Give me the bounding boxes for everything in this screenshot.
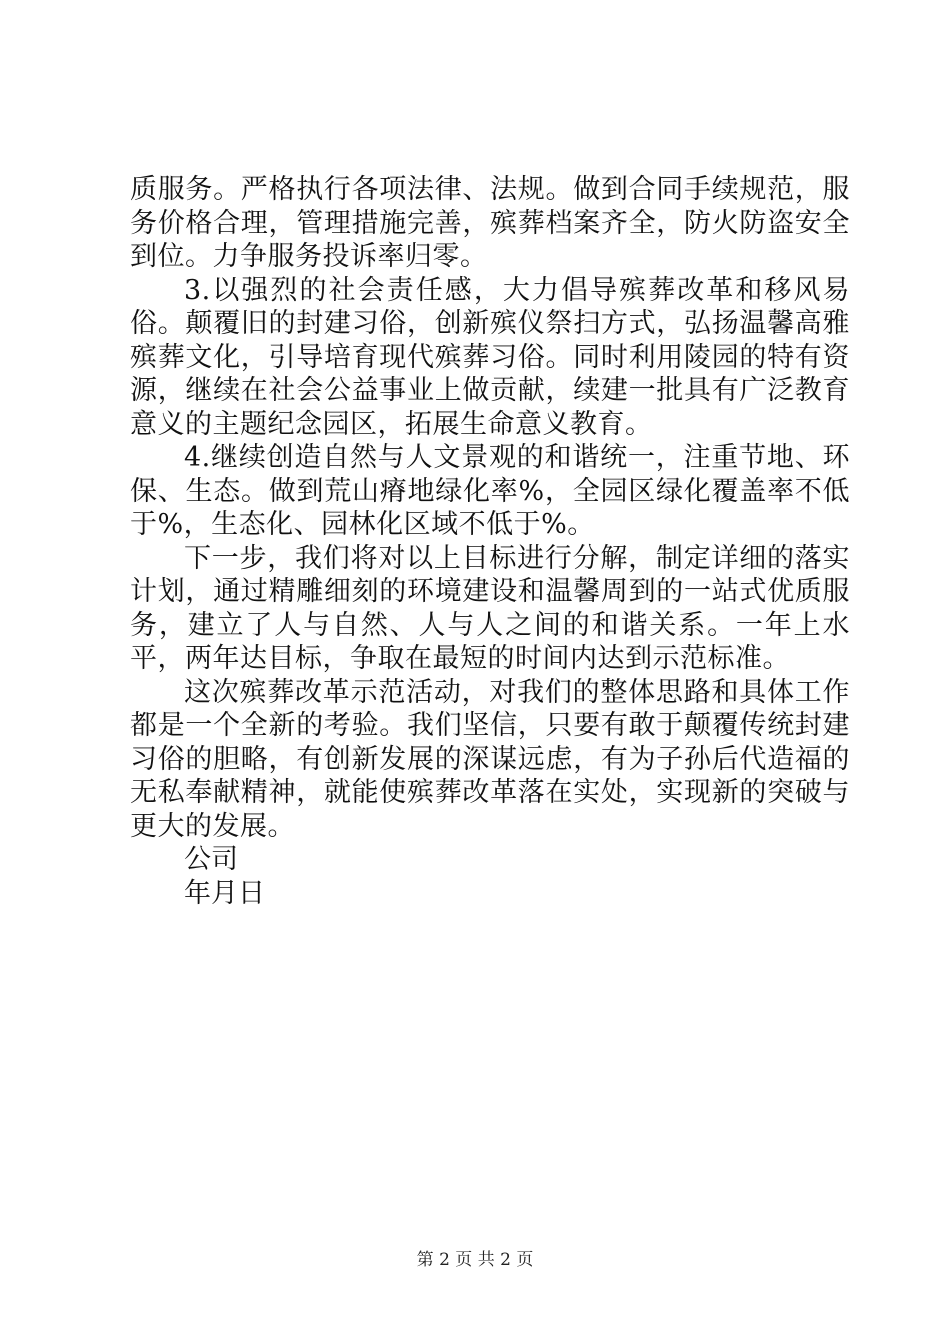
paragraph-4: 下一步，我们将对以上目标进行分解，制定详细的落实计划，通过精雕细刻的环境建设和温馨周到的一站式优质服务，建立了人与自然、人与人之间的和谐关系。一年上水平，两年达目标，争取在最短的时间内达到示范标准。 [130,542,850,674]
paragraph-1: 质服务。严格执行各项法律、法规。做到合同手续规范，服务价格合理，管理措施完善，殡葬档案齐全，防火防盗安全到位。力争服务投诉率归零。 [130,174,850,272]
signature-date: 年月日 [184,877,265,909]
signature-company: 公司 [184,844,238,875]
page-footer [0,1245,950,1270]
page-number: 第 2 页 共 2 页 [416,1250,534,1270]
paragraph-5: 这次殡葬改革示范活动，对我们的整体思路和具体工作都是一个全新的考验。我们坚信，只要有敢于颠覆传统封建习俗的胆略，有创新发展的深谋远虑，有为子孙后代造福的无私奉献精神，就能使殡葬改革落在实处，实现新的突破与更大的发展。 [130,676,850,842]
paragraph-3: 4.继续创造自然与人文景观的和谐统一，注重节地、环保、生态。做到荒山瘠地绿化率%，全园区绿化覆盖率不低于%，生态化、园林化区域不低于%。 [130,442,850,540]
paragraph-2: 3.以强烈的社会责任感，大力倡导殡葬改革和移风易俗。颠覆旧的封建习俗，创新殡仪祭扫方式，弘扬温馨高雅殡葬文化，引导培育现代殡葬习俗。同时利用陵园的特有资源，继续在社会公益事业上做贡献，续建一批具有广泛教育意义的主题纪念园区，拓展生命意义教育。 [130,274,850,440]
document-body [130,173,850,910]
